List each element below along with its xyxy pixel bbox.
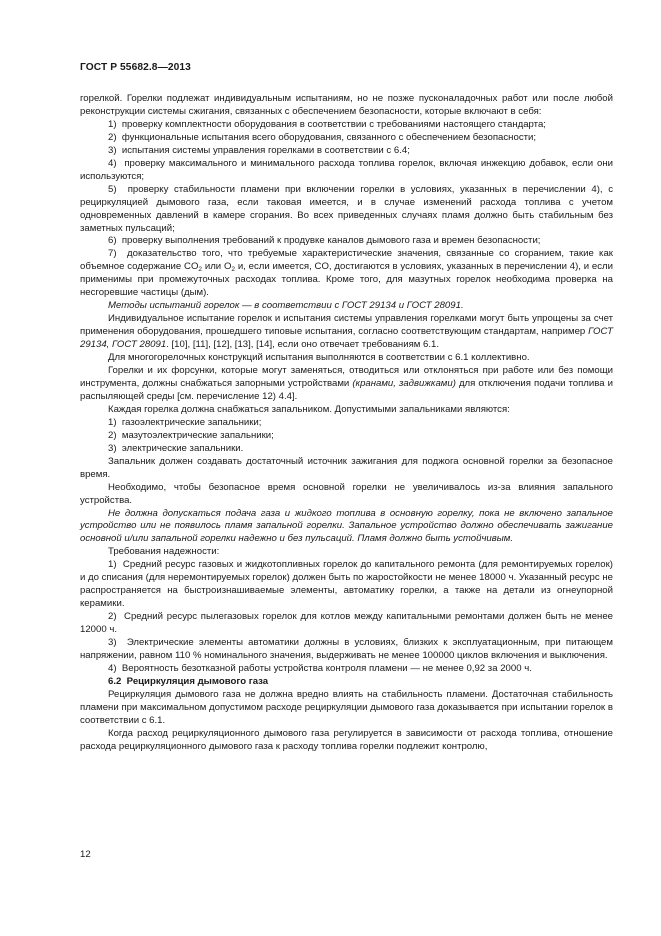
text-run: 2) функциональные испытания всего оборудования, связанного с обеспечением безопасности; xyxy=(108,131,537,143)
paragraph xyxy=(80,404,613,417)
paragraph xyxy=(80,184,613,236)
text-run: 2) мазутоэлектрические запальники; xyxy=(108,429,274,441)
paragraph xyxy=(80,546,613,559)
paragraph xyxy=(80,235,613,248)
text-run: 1) газоэлектрические запальники; xyxy=(108,416,262,428)
text-run: . [10], [11], [12], [13], [14], если оно отвечает требованиям 6.1. xyxy=(166,339,440,351)
paragraph xyxy=(80,559,613,611)
paragraph xyxy=(80,145,613,158)
section-heading xyxy=(80,676,613,689)
paragraph xyxy=(80,611,613,637)
paragraph xyxy=(80,300,613,313)
text-run: Каждая горелка должна снабжаться запальником. Допустимыми запальниками являются: xyxy=(108,403,510,415)
paragraph xyxy=(80,430,613,443)
text-run: Для многогорелочных конструкций испытания выполняются в соответствии с 6.1 коллективно. xyxy=(108,352,530,364)
paragraph xyxy=(80,482,613,508)
text-run: 1) Средний ресурс газовых и жидкотопливных горелок до капитального ремонта (для ремонтируемых горелок) и до списания (для неремонтируемых горелок) должен быть по жаростойкости не менее 18000 ч. Указанный ресурс не распространяется на быстроизнашиваемые элементы, автоматику горелки, а также на детали из огнеупорной керамики. xyxy=(80,559,613,610)
paragraph xyxy=(80,313,613,352)
text-run: Когда расход рециркуляционного дымового газа регулируется в зависимости от расхода топлива, отношение расхода рециркуляционного дымового газа к расходу топлива горелки подлежит контролю, xyxy=(80,727,613,752)
text-run: (кранами, задвижками) xyxy=(352,377,456,389)
text-run: 7) доказательство того, что требуемые характеристические значения, связанные со сгоранием, такие как объемное содержание CO xyxy=(80,248,613,273)
text-run: 6) проверку выполнения требований к продувке каналов дымового газа и времен безопасности; xyxy=(108,235,541,247)
subscript-text: 2 xyxy=(198,266,203,274)
text-run: Запальник должен создавать достаточный источник зажигания для поджога основной горелки за безопасное время. xyxy=(80,455,613,480)
text-run: 6.2 Рециркуляция дымового газа xyxy=(108,675,269,687)
text-run: горелкой. Горелки подлежат индивидуальным испытаниям, но не позже пусконаладочных работ или после любой реконструкции системы сжигания, связанных с обеспечением безопасности, которые включают в себя: xyxy=(80,93,613,117)
text-run: Не должна допускаться подача газа и жидкого топлива в основную горелку, пока не включено запальное устройство или не появилось пламя запальной горелки. Запальное устройство должно обеспечивать зажигание основной и/или запальной горелки надежно и без пульсаций. Пламя должно быть устойчивым. xyxy=(80,507,613,545)
paragraph xyxy=(80,689,613,728)
paragraph xyxy=(80,456,613,482)
paragraph xyxy=(80,637,613,663)
text-run: и, если имеется, CO, достигаются в условиях, указанных в перечислении 4), и если применимы при промежуточных расходах топлива. Кроме того, для мазутных горелок необходима проверка на несгоревшие частицы (дым). xyxy=(80,261,613,299)
text-run: 4) проверку максимального и минимального расхода топлива горелок, включая инжекцию добавок, если они используются; xyxy=(80,157,613,182)
text-run: для отключения подачи топлива и распыляющей среды [см. перечисление 12) 4.4]. xyxy=(80,377,613,402)
paragraph xyxy=(80,365,613,404)
paragraph xyxy=(80,93,613,119)
document-body xyxy=(80,93,613,754)
paragraph xyxy=(80,728,613,754)
text-run: Индивидуальное испытание горелок и испытания системы управления горелками могут быть упрощены за счет применения оборудования, прошедшего типовые испытания, согласно соответствующим стандартам, например xyxy=(80,313,613,338)
text-run: Методы испытаний горелок — в соответствии с ГОСТ 29134 и ГОСТ 28091. xyxy=(108,300,464,312)
paragraph xyxy=(80,443,613,456)
paragraph xyxy=(80,119,613,132)
text-run: 5) проверку стабильности пламени при включении горелки в условиях, указанных в перечислении 4), с рециркуляцией дымового газа, если таковая имеется, и в случае изменений расхода топлива с учетом одновременных давлений в камере сгорания. Во всех приведенных случаях пламя должно быть стабильным без заметных пульсаций; xyxy=(80,183,613,234)
page-number: 12 xyxy=(80,849,91,860)
paragraph xyxy=(80,508,613,547)
text-run: или O xyxy=(202,261,232,273)
paragraph xyxy=(80,132,613,145)
text-run: 1) проверку комплектности оборудования в соответствии с требованиями настоящего стандарта; xyxy=(108,118,546,130)
text-run: Горелки и их форсунки, которые могут заменяться, отводиться или отклоняться при работе или без помощи инструмента, должны снабжаться запорными устройствами xyxy=(80,365,613,389)
paragraph xyxy=(80,352,613,365)
paragraph xyxy=(80,248,613,300)
paragraph xyxy=(80,158,613,184)
text-run: Рециркуляция дымового газа не должна вредно влиять на стабильность пламени. Достаточная стабильность пламени при максимальном допустимом расходе рециркуляции дымового газа доказывается при испытании горелок в соответствии с 6.1. xyxy=(80,688,613,726)
text-run: 3) Электрические элементы автоматики должны в условиях, близких к эксплуатационным, при питающем напряжении, равном 110 % номинального значения, выдерживать не менее 100000 циклов включения и выключения. xyxy=(80,637,613,661)
subscript-text: 2 xyxy=(231,266,236,274)
document-page xyxy=(80,62,613,754)
text-run: 2) Средний ресурс пылегазовых горелок для котлов между капитальными ремонтами должен быть не менее 12000 ч. xyxy=(80,611,613,636)
text-run: Необходимо, чтобы безопасное время основной горелки не увеличивалось из-за влияния запального устройства. xyxy=(80,481,613,506)
text-run: 3) испытания системы управления горелками в соответствии с 6.4; xyxy=(108,144,410,156)
document-header: ГОСТ Р 55682.8—2013 xyxy=(80,62,191,73)
paragraph xyxy=(80,663,613,676)
text-run: 3) электрические запальники. xyxy=(108,442,244,454)
paragraph xyxy=(80,417,613,430)
text-run: Требования надежности: xyxy=(108,546,220,558)
text-run: ГОСТ 29134, ГОСТ 28091 xyxy=(80,326,613,351)
text-run: 4) Вероятность безотказной работы устройства контроля пламени — не менее 0,92 за 2000 ч. xyxy=(108,662,532,674)
